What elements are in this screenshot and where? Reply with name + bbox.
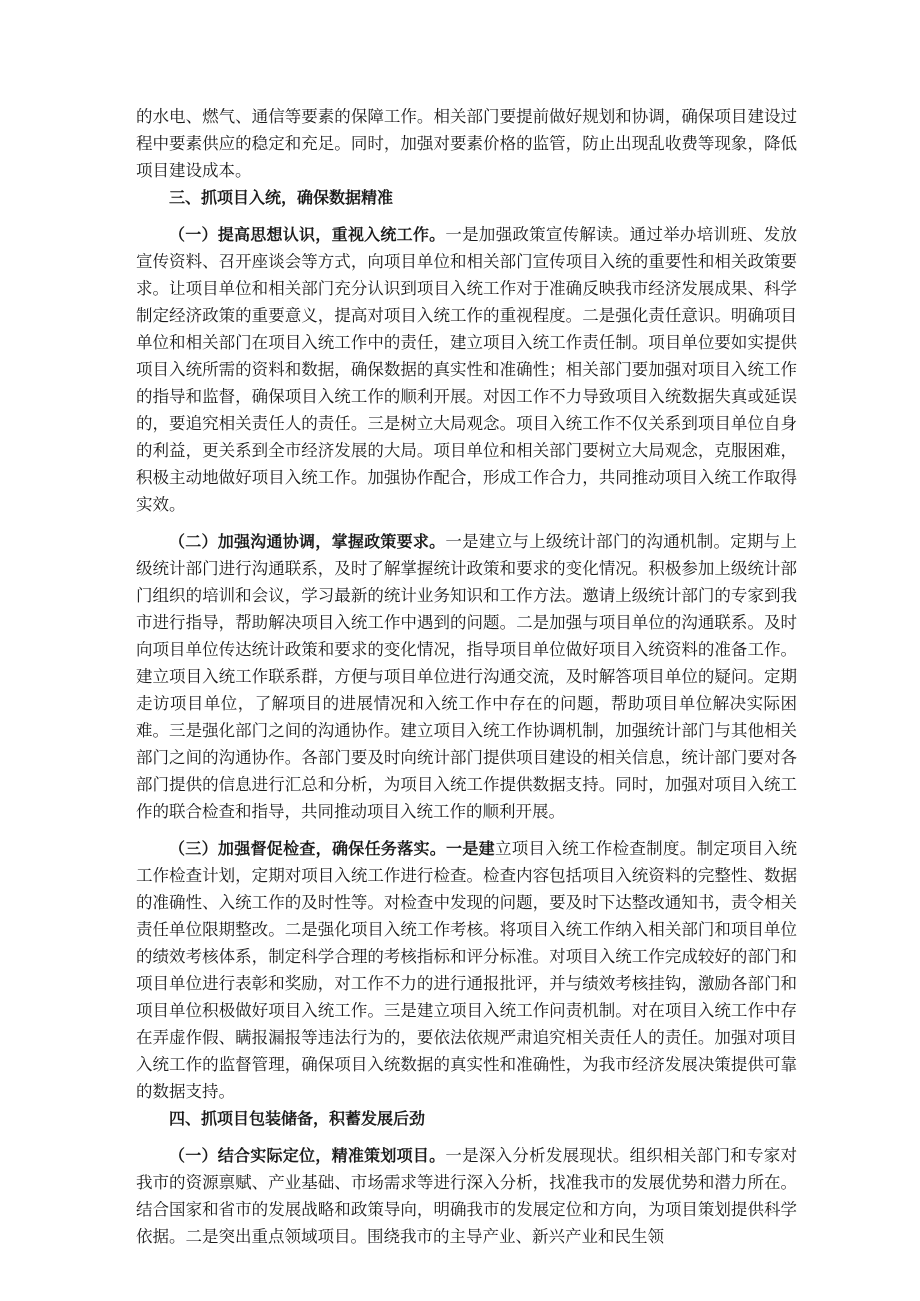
- section-4-1-body: 一是深入分析发展现状。组织相关部门和专家对我市的资源禀赋、产业基础、市场需求等进行深入分析，找准我市的发展优势和潜力所在。结合国家和省市的发展战略和政策导向，明确我市的发展定位和方向，为项目策划提供科学依据。二是突出重点领域项目。围绕我市的主导产业、新兴产业和民生领: [136, 1146, 797, 1246]
- section-3-2-paragraph: [136, 528, 797, 825]
- section-3-3-body: 立项目入统工作检查制度。制定项目入统工作检查计划，定期对项目入统工作进行检查。检查内容包括项目入统资料的完整性、数据的准确性、入统工作的及时性等。对检查中发现的问题，要及时下达整改通知书，责令相关责任单位限期整改。二是强化项目入统工作考核。将项目入统工作纳入相关部门和项目单位的绩效考核体系，制定科学合理的考核指标和评分标准。对项目入统工作完成较好的部门和项目单位进行表彰和奖励，对工作不力的进行通报批评，并与绩效考核挂钩，激励各部门和项目单位积极做好项目入统工作。三是建立项目入统工作问责机制。对在项目入统工作中存在弄虚作假、瞒报漏报等违法行为的，要依法依规严肃追究相关责任人的责任。加强对项目入统工作的监督管理，确保项目入统数据的真实性和准确性，为我市经济发展决策提供可靠的数据支持。: [136, 839, 797, 1101]
- section-3-3-lead: （三）加强督促检查，确保任务落实。一是建: [169, 839, 495, 858]
- section-3-2-body: 一是建立与上级统计部门的沟通机制。定期与上级统计部门进行沟通联系，及时了解掌握统计政策和要求的变化情况。积极参加上级统计部门组织的培训和会议，学习最新的统计业务知识和工作方法。邀请上级统计部门的专家到我市进行指导，帮助解决项目入统工作中遇到的问题。二是加强与项目单位的沟通联系。及时向项目单位传达统计政策和要求的变化情况，指导项目单位做好项目入统资料的准备工作。建立项目入统工作联系群，方便与项目单位进行沟通交流，及时解答项目单位的疑问。定期走访项目单位，了解项目的进展情况和入统工作中存在的问题，帮助项目单位解决实际困难。三是强化部门之间的沟通协作。建立项目入统工作协调机制，加强统计部门与其他相关部门之间的沟通协作。各部门要及时向统计部门提供项目建设的相关信息，统计部门要对各部门提供的信息进行汇总和分析，为项目入统工作提供数据支持。同时，加强对项目入统工作的联合检查和指导，共同推动项目入统工作的顺利开展。: [136, 532, 797, 821]
- section-3-2-lead: （二）加强沟通协调，掌握政策要求。: [169, 532, 446, 551]
- section-3-1-body: 一是加强政策宣传解读。通过举办培训班、发放宣传资料、召开座谈会等方式，向项目单位和相关部门宣传项目入统的重要性和相关政策要求。让项目单位和相关部门充分认识到项目入统工作对于准确反映我市经济发展成果、科学制定经济政策的重要意义，提高对项目入统工作的重视程度。二是强化责任意识。明确项目单位和相关部门在项目入统工作中的责任，建立项目入统工作责任制。项目单位要如实提供项目入统所需的资料和数据，确保数据的真实性和准确性；相关部门要加强对项目入统工作的指导和监督，确保项目入统工作的顺利开展。对因工作不力导致项目入统数据失真或延误的，要追究相关责任人的责任。三是树立大局观念。项目入统工作不仅关系到项目单位自身的利益，更关系到全市经济发展的大局。项目单位和相关部门要树立大局观念，克服困难，积极主动地做好项目入统工作。加强协作配合，形成工作合力，共同推动项目入统工作取得实效。: [136, 225, 797, 514]
- section-3-heading: 三、抓项目入统，确保数据精准: [169, 188, 394, 207]
- section-3-1-lead: （一）提高思想认识，重视入统工作。: [169, 225, 446, 244]
- section-3-3-paragraph: [136, 835, 797, 1105]
- section-3-1-paragraph: [136, 221, 797, 518]
- intro-paragraph: 的水电、燃气、通信等要素的保障工作。相关部门要提前做好规划和协调，确保项目建设过程中要素供应的稳定和充足。同时，加强对要素价格的监管，防止出现乱收费等现象，降低项目建设成本。: [136, 107, 797, 180]
- section-4-1-paragraph: [136, 1142, 797, 1250]
- section-4-1-lead: （一）结合实际定位，精准策划项目。: [169, 1146, 446, 1165]
- section-4-heading: 四、抓项目包装储备，积蓄发展后劲: [169, 1109, 426, 1128]
